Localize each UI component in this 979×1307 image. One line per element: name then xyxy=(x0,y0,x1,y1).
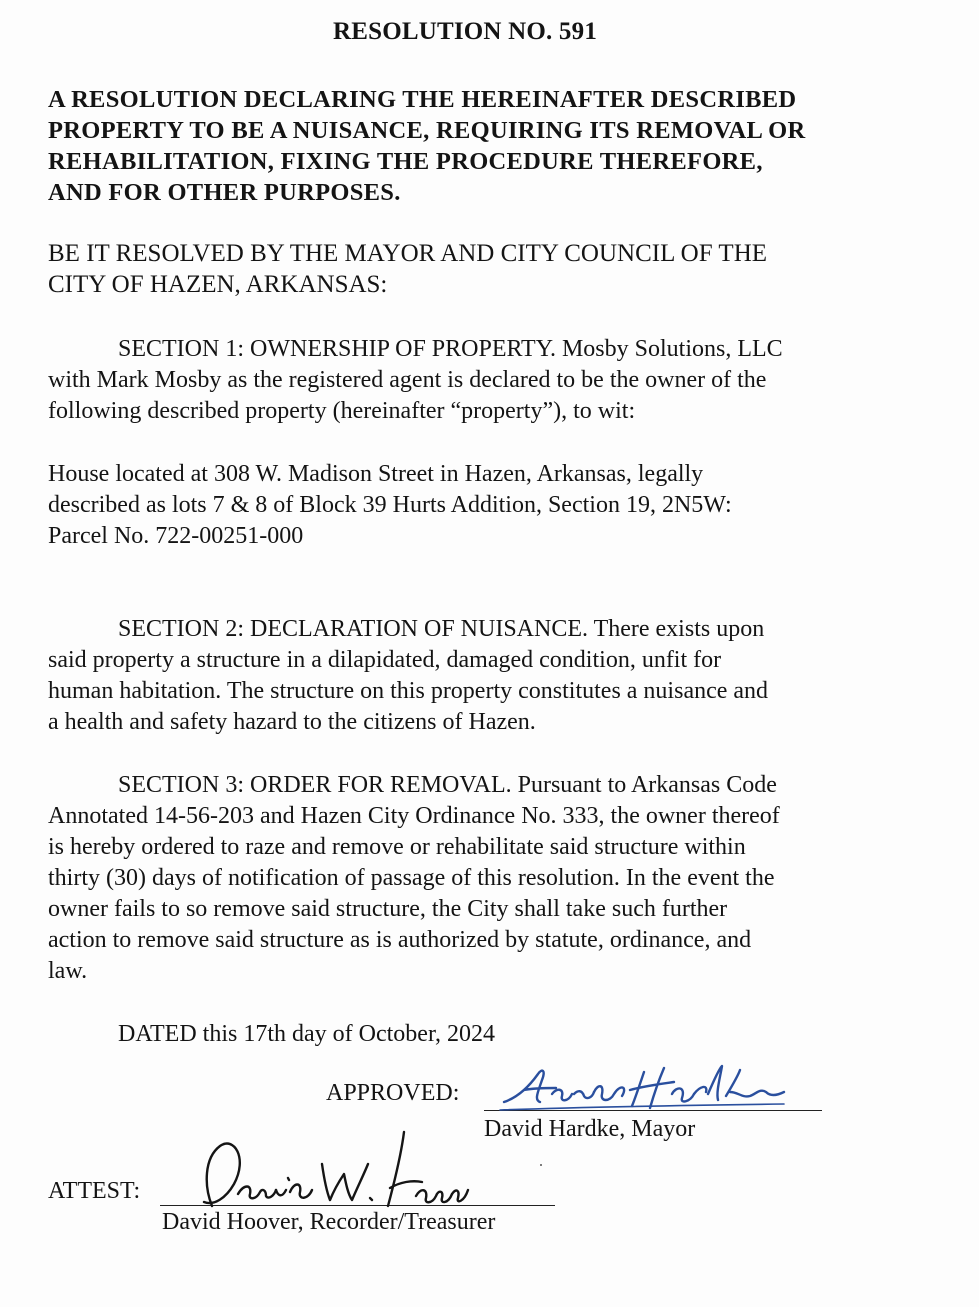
resolved-line: BE IT RESOLVED BY THE MAYOR AND CITY COUNCIL OF THE xyxy=(48,240,768,267)
resolution-title xyxy=(48,84,928,208)
section-1-ownership xyxy=(48,334,928,427)
section-1-line: following described property (hereinafter “property”), to wit: xyxy=(48,398,636,424)
section-3-line: thirty (30) days of notification of passage of this resolution. In the event the xyxy=(48,865,775,891)
recorder-name: David Hoover, Recorder/Treasurer xyxy=(162,1209,496,1235)
section-2-line: a health and safety hazard to the citizens of Hazen. xyxy=(48,709,536,735)
section-2-line: said property a structure in a dilapidated, damaged condition, unfit for xyxy=(48,647,722,673)
recorder-signature xyxy=(190,1128,470,1213)
section-3-line: Annotated 14-56-203 and Hazen City Ordinance No. 333, the owner thereof xyxy=(48,803,780,829)
section-3-line: SECTION 3: ORDER FOR REMOVAL. Pursuant to Arkansas Code xyxy=(118,772,777,798)
dated-line xyxy=(48,1019,928,1050)
property-line: described as lots 7 & 8 of Block 39 Hurts Addition, Section 19, 2N5W: xyxy=(48,492,732,518)
title-line: PROPERTY TO BE A NUISANCE, REQUIRING ITS REMOVAL OR xyxy=(48,117,806,144)
section-1-line: SECTION 1: OWNERSHIP OF PROPERTY. Mosby Solutions, LLC xyxy=(118,336,783,362)
mayor-signature xyxy=(494,1058,794,1118)
section-3-line: owner fails to so remove said structure, the City shall take such further xyxy=(48,896,728,922)
resolved-clause xyxy=(48,238,928,300)
property-line: House located at 308 W. Madison Street in Hazen, Arkansas, legally xyxy=(48,461,704,487)
section-3-removal xyxy=(48,770,928,987)
section-1-line: with Mark Mosby as the registered agent is declared to be the owner of the xyxy=(48,367,767,393)
section-3-line: action to remove said structure as is authorized by statute, ordinance, and xyxy=(48,927,752,953)
section-2-line: human habitation. The structure on this property constitutes a nuisance and xyxy=(48,678,769,704)
section-2-nuisance xyxy=(48,614,928,738)
dated-text: DATED this 17th day of October, 2024 xyxy=(118,1021,495,1047)
property-description xyxy=(48,459,928,552)
mayor-name: David Hardke, Mayor xyxy=(484,1116,696,1142)
resolution-number: RESOLUTION NO. 591 xyxy=(332,18,598,45)
approved-label: APPROVED: xyxy=(326,1080,460,1106)
title-line: A RESOLUTION DECLARING THE HEREINAFTER DESCRIBED xyxy=(48,86,797,113)
title-line: REHABILITATION, FIXING THE PROCEDURE THEREFORE, xyxy=(48,148,763,175)
property-line: Parcel No. 722-00251-000 xyxy=(48,523,304,549)
section-3-line: law. xyxy=(48,958,88,984)
resolved-line: CITY OF HAZEN, ARKANSAS: xyxy=(48,271,388,298)
section-3-line: is hereby ordered to raze and remove or rehabilitate said structure within xyxy=(48,834,746,860)
attest-label: ATTEST: xyxy=(48,1178,141,1204)
section-2-line: SECTION 2: DECLARATION OF NUISANCE. There exists upon xyxy=(118,616,765,642)
scan-speck xyxy=(540,1164,542,1166)
title-line: AND FOR OTHER PURPOSES. xyxy=(48,179,401,206)
